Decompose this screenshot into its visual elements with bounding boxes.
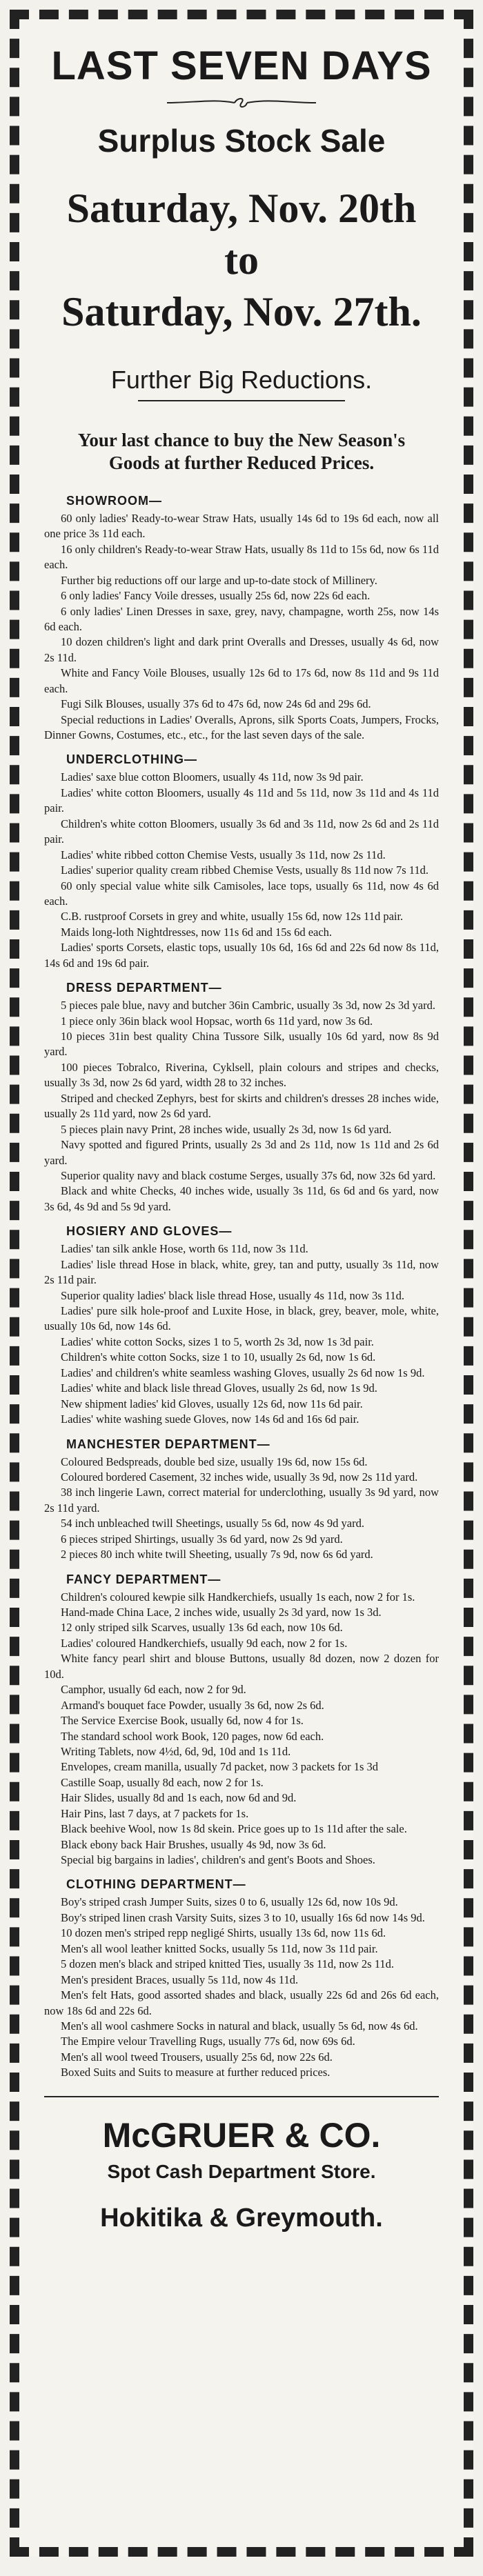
list-item: Ladies' and children's white seamless washing Gloves, usually 2s 6d now 1s 9d. [61, 1366, 425, 1379]
list-item: Men's felt Hats, good assorted shades and black, usually 22s 6d and 26s 6d each, now 18s 6d and 22s 6d. [44, 1988, 439, 2017]
store-tagline: Spot Cash Department Store. [107, 2160, 376, 2182]
list-item: Further big reductions off our large and up-to-date stock of Millinery. [61, 573, 377, 587]
list-item: Maids long-loth Nightdresses, now 11s 6d and 15s 6d each. [61, 925, 333, 939]
list-item: Hand-made China Lace, 2 inches wide, usually 2s 3d yard, now 1s 3d. [61, 1606, 382, 1619]
list-item: Men's all wool tweed Trousers, usually 25s 6d, now 22s 6d. [61, 2050, 333, 2064]
list-item: Fugi Silk Blouses, usually 37s 6d to 47s 6d, now 24s 6d and 29s 6d. [61, 697, 371, 711]
list-item: 5 dozen men's black and striped knitted Ties, usually 3s 11d, now 2s 11d. [61, 1957, 394, 1971]
list-item: Ladies' white ribbed cotton Chemise Vests, usually 3s 11d, now 2s 11d. [61, 848, 386, 861]
list-item: Ladies' sports Corsets, elastic tops, usually 10s 6d, 16s 6d and 22s 6d now 8s 11d, 14s 6d and 19s 6d pair. [44, 941, 439, 970]
section-heading: SHOWROOM— [66, 493, 162, 508]
list-item: The Empire velour Travelling Rugs, usually 77s 6d, now 69s 6d. [61, 2035, 355, 2048]
ornament-flourish-icon [166, 96, 317, 110]
list-item: Striped and checked Zephyrs, best for skirts and children's dresses 28 inches wide, usually 2s 11d yard, now 2s 6d yard. [44, 1091, 439, 1121]
list-item: Ladies' white cotton Bloomers, usually 4s 11d and 5s 11d, now 3s 11d and 4s 11d pair. [44, 786, 439, 815]
list-item: C.B. rustproof Corsets in grey and white, usually 15s 6d, now 12s 11d pair. [61, 910, 404, 923]
list-item: 6 only ladies' Linen Dresses in saxe, grey, navy, champagne, worth 25s, now 14s 6d each. [44, 604, 439, 633]
list-item: Boy's striped crash Jumper Suits, sizes 0 to 6, usually 12s 6d, now 10s 9d. [61, 1895, 398, 1909]
list-item: Children's coloured kewpie silk Handkerchiefs, usually 1s each, now 2 for 1s. [61, 1590, 415, 1604]
headline: LAST SEVEN DAYS [51, 43, 432, 88]
list-item: 6 pieces striped Shirtings, usually 3s 6d yard, now 2s 9d yard. [61, 1532, 343, 1546]
list-item: Men's president Braces, usually 5s 11d, now 4s 11d. [61, 1973, 299, 1986]
list-item: Writing Tablets, now 4½d, 6d, 9d, 10d and 1s 11d. [61, 1744, 291, 1758]
list-item: Coloured Bedspreads, double bed size, usually 19s 6d, now 15s 6d. [61, 1455, 368, 1468]
list-item: Navy spotted and figured Prints, usually 2s 3d and 2s 11d, now 1s 11d and 2s 6d yard. [44, 1138, 439, 1167]
section-heading: MANCHESTER DEPARTMENT— [66, 1437, 270, 1451]
list-item: Men's all wool cashmere Socks in natural and black, usually 5s 6d, now 4s 6d. [61, 2019, 418, 2033]
sale-sections [44, 494, 439, 2081]
list-item: 2 pieces 80 inch white twill Sheeting, usually 7s 9d, now 6s 6d yard. [61, 1548, 373, 1561]
list-item: 6 only ladies' Fancy Voile dresses, usually 25s 6d, now 22s 6d each. [61, 589, 371, 603]
list-item: Black beehive Wool, now 1s 8d skein. Price goes up to 1s 11d after the sale. [61, 1822, 407, 1836]
list-item: 12 only striped silk Scarves, usually 13s 6d each, now 10s 6d. [61, 1621, 343, 1635]
list-item: Black ebony back Hair Brushes, usually 4s 9d, now 3s 6d. [61, 1837, 326, 1851]
section-heading: UNDERCLOTHING— [66, 752, 197, 767]
list-item: Envelopes, cream manilla, usually 7d packet, now 3 packets for 1s 3d [61, 1760, 379, 1774]
list-item: 10 pieces 31in best quality China Tussore Silk, usually 10s 6d yard, now 8s 9d yard. [44, 1030, 439, 1059]
list-item: Coloured bordered Casement, 32 inches wide, usually 3s 9d, now 2s 11d yard. [61, 1470, 418, 1484]
list-item: Ladies' superior quality cream ribbed Chemise Vests, usually 8s 11d now 7s 11d. [61, 863, 429, 877]
section-heading: HOSIERY AND GLOVES— [66, 1224, 233, 1239]
list-item: 100 pieces Tobralco, Riverina, Cyklsell, plain colours and stripes and checks, usually 3s 3d, now 2s 6d yard, width 28 to 32 inches. [44, 1060, 439, 1090]
list-item: Boy's striped linen crash Varsity Suits, sizes 3 to 10, usually 16s 6d now 14s 9d. [61, 1910, 425, 1924]
list-item: Hair Pins, last 7 days, at 7 packets for 1s. [61, 1806, 249, 1820]
list-item: Ladies' white washing suede Gloves, now 14s 6d and 16s 6d pair. [61, 1412, 359, 1426]
list-item: 1 piece only 36in black wool Hopsac, worth 6s 11d yard, now 3s 6d. [61, 1014, 373, 1028]
list-item: Ladies' tan silk ankle Hose, worth 6s 11d, now 3s 11d. [61, 1242, 308, 1256]
store-name: McGRUER & CO. [102, 2115, 381, 2155]
list-item: Ladies' coloured Handkerchiefs, usually 9d each, now 2 for 1s. [61, 1636, 348, 1650]
store-towns: Hokitika & Greymouth. [100, 2203, 383, 2233]
list-item: Superior quality navy and black costume Serges, usually 37s 6d, now 32s 6d yard. [61, 1168, 436, 1182]
list-item: Ladies' pure silk hole-proof and Luxite Hose, in black, grey, beaver, mole, white, usually 10s 6d, now 14s 6d. [44, 1304, 439, 1333]
section-heading: FANCY DEPARTMENT— [66, 1572, 221, 1586]
date-start: Saturday, Nov. 20th [66, 186, 417, 231]
list-item: 60 only special value white silk Camisoles, lace tops, usually 6s 11d, now 4s 6d each. [44, 879, 439, 908]
list-item: Ladies' white cotton Socks, sizes 1 to 5, worth 2s 3d, now 1s 3d pair. [61, 1335, 374, 1348]
intro-text: Your last chance to buy the New Season's Goods at further Reduced Prices. [77, 430, 406, 473]
list-item: 38 inch lingerie Lawn, correct material for underclothing, usually 3s 9d yard, now 2s 11d yard. [44, 1486, 439, 1515]
list-item: 10 dozen children's light and dark print Overalls and Dresses, usually 4s 6d, now 2s 11d. [44, 635, 439, 664]
advertisement [10, 10, 473, 2557]
list-item: The Service Exercise Book, usually 6d, now 4 for 1s. [61, 1714, 304, 1728]
list-item: Superior quality ladies' black lisle thread Hose, usually 4s 11d, now 3s 11d. [61, 1288, 405, 1302]
subheading: Further Big Reductions. [110, 366, 373, 394]
list-item: Special reductions in Ladies' Overalls, Aprons, silk Sports Coats, Jumpers, Frocks, Dinner Gowns, Costumes, etc., etc., for the last seven days of the sale. [44, 712, 439, 741]
list-item: Ladies' lisle thread Hose in black, white, grey, tan and putty, usually 3s 11d, now 2s 11d pair. [44, 1257, 439, 1287]
sale-title: Surplus Stock Sale [97, 123, 386, 159]
date-end: Saturday, Nov. 27th. [61, 289, 422, 335]
list-item: Children's white cotton Bloomers, usually 3s 6d and 3s 11d, now 2s 6d and 2s 11d pair. [44, 817, 439, 846]
list-item: 10 dozen men's striped repp negligé Shirts, usually 13s 6d, now 11s 6d. [61, 1926, 386, 1940]
list-item: 5 pieces plain navy Print, 28 inches wide, usually 2s 3d, now 1s 6d yard. [61, 1122, 392, 1136]
list-item: Men's all wool leather knitted Socks, usually 5s 11d, now 3s 11d pair. [61, 1941, 378, 1955]
list-item: 5 pieces pale blue, navy and butcher 36in Cambric, usually 3s 3d, now 2s 3d yard. [61, 999, 436, 1012]
list-item: Special big bargains in ladies', children's and gent's Boots and Shoes. [61, 1853, 375, 1866]
list-item: 60 only ladies' Ready-to-wear Straw Hats, usually 14s 6d to 19s 6d each, now all one price 3s 11d each. [44, 511, 439, 541]
list-item: 16 only children's Ready-to-wear Straw Hats, usually 8s 11d to 15s 6d, now 6s 11d each. [44, 542, 440, 572]
list-item: Black and white Checks, 40 inches wide, usually 3s 11d, 6s 6d and 6s yard, now 3s 6d, 4s 9d and 5s 9d yard. [44, 1184, 439, 1213]
list-item: Ladies' white and black lisle thread Gloves, usually 2s 6d, now 1s 9d. [61, 1381, 377, 1395]
section-heading: CLOTHING DEPARTMENT— [66, 1877, 246, 1892]
list-item: Camphor, usually 6d each, now 2 for 9d. [61, 1683, 246, 1697]
list-item: Castille Soap, usually 8d each, now 2 for 1s. [61, 1775, 264, 1789]
list-item: Hair Slides, usually 8d and 1s each, now 6d and 9d. [61, 1791, 297, 1805]
divider [138, 400, 345, 401]
list-item: 54 inch unbleached twill Sheetings, usually 5s 6d, now 4s 9d yard. [61, 1517, 364, 1530]
divider [44, 2096, 439, 2097]
list-item: White fancy pearl shirt and blouse Buttons, usually 8d dozen, now 2 dozen for 10d. [44, 1652, 439, 1681]
list-item: Ladies' saxe blue cotton Bloomers, usually 4s 11d, now 3s 9d pair. [61, 770, 364, 784]
list-item: White and Fancy Voile Blouses, usually 12s 6d to 17s 6d, now 8s 11d and 9s 11d each. [44, 666, 439, 695]
list-item: Armand's bouquet face Powder, usually 3s 6d, now 2s 6d. [61, 1698, 324, 1712]
list-item: The standard school work Book, 120 pages, now 6d each. [61, 1729, 324, 1743]
section-heading: DRESS DEPARTMENT— [66, 981, 222, 995]
list-item: Boxed Suits and Suits to measure at further reduced prices. [61, 2066, 331, 2079]
list-item: Children's white cotton Socks, size 1 to 10, usually 2s 6d, now 1s 6d. [61, 1350, 376, 1364]
list-item: New shipment ladies' kid Gloves, usually 12s 6d, now 11s 6d pair. [61, 1397, 363, 1410]
date-to: to [224, 237, 259, 283]
